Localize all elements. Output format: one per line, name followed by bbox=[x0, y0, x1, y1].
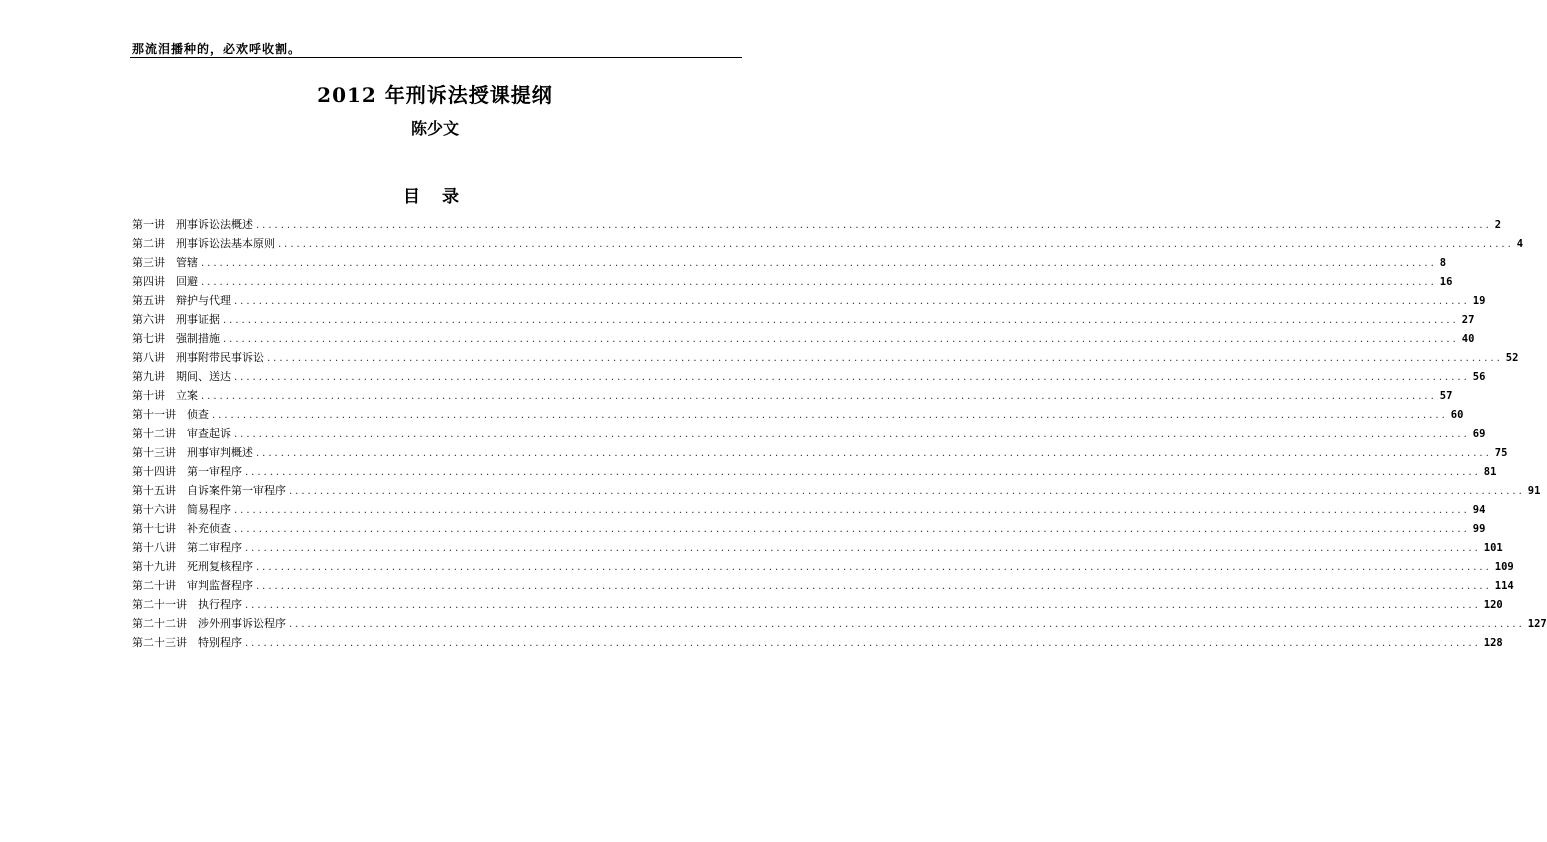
toc-entry[interactable] bbox=[132, 500, 1486, 519]
toc-dot-leader: ........................................................................................................................................................................................................ bbox=[256, 581, 1492, 592]
toc-dot-leader: ........................................................................................................................................................................................................ bbox=[245, 600, 1481, 611]
toc-topic: 第一审程序 bbox=[187, 465, 242, 478]
toc-page-number: 127 bbox=[1527, 618, 1547, 630]
toc-dot-leader: ........................................................................................................................................................................................................ bbox=[234, 505, 1470, 516]
toc-topic: 辩护与代理 bbox=[176, 294, 231, 307]
toc-lecture-number: 第四讲 bbox=[132, 275, 165, 288]
toc-dot-leader: ........................................................................................................................................................................................................ bbox=[278, 239, 1514, 250]
toc-page-number: 81 bbox=[1483, 466, 1497, 478]
toc-lecture-number: 第七讲 bbox=[132, 332, 165, 345]
toc-topic: 管辖 bbox=[176, 256, 198, 269]
toc-entry[interactable] bbox=[132, 595, 1503, 614]
page-header-slogan: 那流泪播种的，必欢呼收割。 bbox=[132, 42, 302, 56]
toc-page-number: 16 bbox=[1439, 276, 1453, 288]
toc-topic: 自诉案件第一审程序 bbox=[187, 484, 286, 497]
toc-dot-leader: ........................................................................................................................................................................................................ bbox=[245, 467, 1481, 478]
toc-topic: 执行程序 bbox=[198, 598, 242, 611]
toc-page-number: 69 bbox=[1472, 428, 1486, 440]
toc-entry[interactable] bbox=[132, 348, 1519, 367]
toc-entry[interactable] bbox=[132, 386, 1453, 405]
toc-entry[interactable] bbox=[132, 557, 1514, 576]
toc-topic: 涉外刑事诉讼程序 bbox=[198, 617, 286, 630]
toc-page-number: 8 bbox=[1439, 257, 1447, 269]
toc-entry[interactable] bbox=[132, 310, 1475, 329]
toc-entry[interactable] bbox=[132, 291, 1486, 310]
toc-topic: 补充侦查 bbox=[187, 522, 231, 535]
toc-entry[interactable] bbox=[132, 234, 1524, 253]
toc-page-number: 99 bbox=[1472, 523, 1486, 535]
toc-entry[interactable] bbox=[132, 481, 1541, 500]
toc-dot-leader: ........................................................................................................................................................................................................ bbox=[267, 353, 1503, 364]
toc-topic: 刑事审判概述 bbox=[187, 446, 253, 459]
toc-page-number: 128 bbox=[1483, 637, 1503, 649]
toc-entry[interactable] bbox=[132, 253, 1447, 272]
toc-dot-leader: ........................................................................................................................................................................................................ bbox=[256, 448, 1492, 459]
toc-topic: 死刑复核程序 bbox=[187, 560, 253, 573]
toc-entry[interactable] bbox=[132, 424, 1486, 443]
toc-topic: 审判监督程序 bbox=[187, 579, 253, 592]
toc-lecture-number: 第十五讲 bbox=[132, 484, 176, 497]
toc-entry[interactable] bbox=[132, 633, 1503, 652]
toc-lecture-number: 第一讲 bbox=[132, 218, 165, 231]
toc-lecture-number: 第三讲 bbox=[132, 256, 165, 269]
toc-topic: 强制措施 bbox=[176, 332, 220, 345]
toc-page-number: 91 bbox=[1527, 485, 1541, 497]
toc-lecture-number: 第二十讲 bbox=[132, 579, 176, 592]
toc-dot-leader: ........................................................................................................................................................................................................ bbox=[245, 543, 1481, 554]
toc-dot-leader: ........................................................................................................................................................................................................ bbox=[256, 220, 1492, 231]
toc-entry[interactable] bbox=[132, 405, 1464, 424]
toc-dot-leader: ........................................................................................................................................................................................................ bbox=[201, 277, 1437, 288]
toc-topic: 特别程序 bbox=[198, 636, 242, 649]
toc-page-number: 75 bbox=[1494, 447, 1508, 459]
toc-lecture-number: 第六讲 bbox=[132, 313, 165, 326]
toc-lecture-number: 第十六讲 bbox=[132, 503, 176, 516]
toc-topic: 刑事附带民事诉讼 bbox=[176, 351, 264, 364]
toc-dot-leader: ........................................................................................................................................................................................................ bbox=[201, 258, 1437, 269]
toc-lecture-number: 第十三讲 bbox=[132, 446, 176, 459]
toc-topic: 第二审程序 bbox=[187, 541, 242, 554]
toc-topic: 审查起诉 bbox=[187, 427, 231, 440]
toc-dot-leader: ........................................................................................................................................................................................................ bbox=[223, 334, 1459, 345]
toc-dot-leader: ........................................................................................................................................................................................................ bbox=[289, 619, 1525, 630]
toc-page-number: 2 bbox=[1494, 219, 1502, 231]
toc-page-number: 101 bbox=[1483, 542, 1503, 554]
toc-page-number: 19 bbox=[1472, 295, 1486, 307]
toc-page-number: 27 bbox=[1461, 314, 1475, 326]
toc-lecture-number: 第十九讲 bbox=[132, 560, 176, 573]
toc-entry[interactable] bbox=[132, 519, 1486, 538]
toc-page-number: 4 bbox=[1516, 238, 1524, 250]
toc-page-number: 57 bbox=[1439, 390, 1453, 402]
toc-lecture-number: 第二讲 bbox=[132, 237, 165, 250]
toc-lecture-number: 第九讲 bbox=[132, 370, 165, 383]
toc-page-number: 94 bbox=[1472, 504, 1486, 516]
toc-lecture-number: 第八讲 bbox=[132, 351, 165, 364]
toc-topic: 简易程序 bbox=[187, 503, 231, 516]
toc-lecture-number: 第二十二讲 bbox=[132, 617, 187, 630]
toc-topic: 刑事诉讼法基本原则 bbox=[176, 237, 275, 250]
toc-page-number: 40 bbox=[1461, 333, 1475, 345]
toc-entry[interactable] bbox=[132, 576, 1514, 595]
toc-lecture-number: 第二十三讲 bbox=[132, 636, 187, 649]
toc-page-number: 60 bbox=[1450, 409, 1464, 421]
toc-lecture-number: 第十一讲 bbox=[132, 408, 176, 421]
toc-lecture-number: 第二十一讲 bbox=[132, 598, 187, 611]
toc-dot-leader: ........................................................................................................................................................................................................ bbox=[245, 638, 1481, 649]
toc-page-number: 56 bbox=[1472, 371, 1486, 383]
toc-dot-leader: ........................................................................................................................................................................................................ bbox=[234, 429, 1470, 440]
toc-topic: 回避 bbox=[176, 275, 198, 288]
document-title: 2012 年刑诉法授课提纲 bbox=[317, 83, 553, 107]
toc-lecture-number: 第十七讲 bbox=[132, 522, 176, 535]
toc-dot-leader: ........................................................................................................................................................................................................ bbox=[234, 524, 1470, 535]
toc-topic: 刑事证据 bbox=[176, 313, 220, 326]
toc-topic: 侦查 bbox=[187, 408, 209, 421]
toc-entry[interactable] bbox=[132, 538, 1503, 557]
toc-topic: 立案 bbox=[176, 389, 198, 402]
table-of-contents bbox=[132, 215, 1547, 652]
toc-dot-leader: ........................................................................................................................................................................................................ bbox=[234, 296, 1470, 307]
toc-dot-leader: ........................................................................................................................................................................................................ bbox=[201, 391, 1437, 402]
toc-entry[interactable] bbox=[132, 329, 1475, 348]
toc-heading: 目 录 bbox=[403, 187, 467, 207]
toc-dot-leader: ........................................................................................................................................................................................................ bbox=[212, 410, 1448, 421]
toc-dot-leader: ........................................................................................................................................................................................................ bbox=[289, 486, 1525, 497]
toc-entry[interactable] bbox=[132, 443, 1508, 462]
toc-topic: 刑事诉讼法概述 bbox=[176, 218, 253, 231]
toc-entry[interactable] bbox=[132, 462, 1497, 481]
toc-lecture-number: 第十四讲 bbox=[132, 465, 176, 478]
toc-page-number: 120 bbox=[1483, 599, 1503, 611]
toc-topic: 期间、送达 bbox=[176, 370, 231, 383]
toc-entry[interactable] bbox=[132, 367, 1486, 386]
toc-dot-leader: ........................................................................................................................................................................................................ bbox=[234, 372, 1470, 383]
toc-page-number: 109 bbox=[1494, 561, 1514, 573]
document-author: 陈少文 bbox=[410, 119, 459, 138]
toc-dot-leader: ........................................................................................................................................................................................................ bbox=[223, 315, 1459, 326]
toc-lecture-number: 第十二讲 bbox=[132, 427, 176, 440]
toc-entry[interactable] bbox=[132, 215, 1502, 234]
toc-page-number: 114 bbox=[1494, 580, 1514, 592]
toc-lecture-number: 第五讲 bbox=[132, 294, 165, 307]
header-divider bbox=[130, 57, 742, 58]
toc-lecture-number: 第十八讲 bbox=[132, 541, 176, 554]
toc-entry[interactable] bbox=[132, 272, 1453, 291]
toc-page-number: 52 bbox=[1505, 352, 1519, 364]
toc-dot-leader: ........................................................................................................................................................................................................ bbox=[256, 562, 1492, 573]
toc-entry[interactable] bbox=[132, 614, 1547, 633]
toc-lecture-number: 第十讲 bbox=[132, 389, 165, 402]
